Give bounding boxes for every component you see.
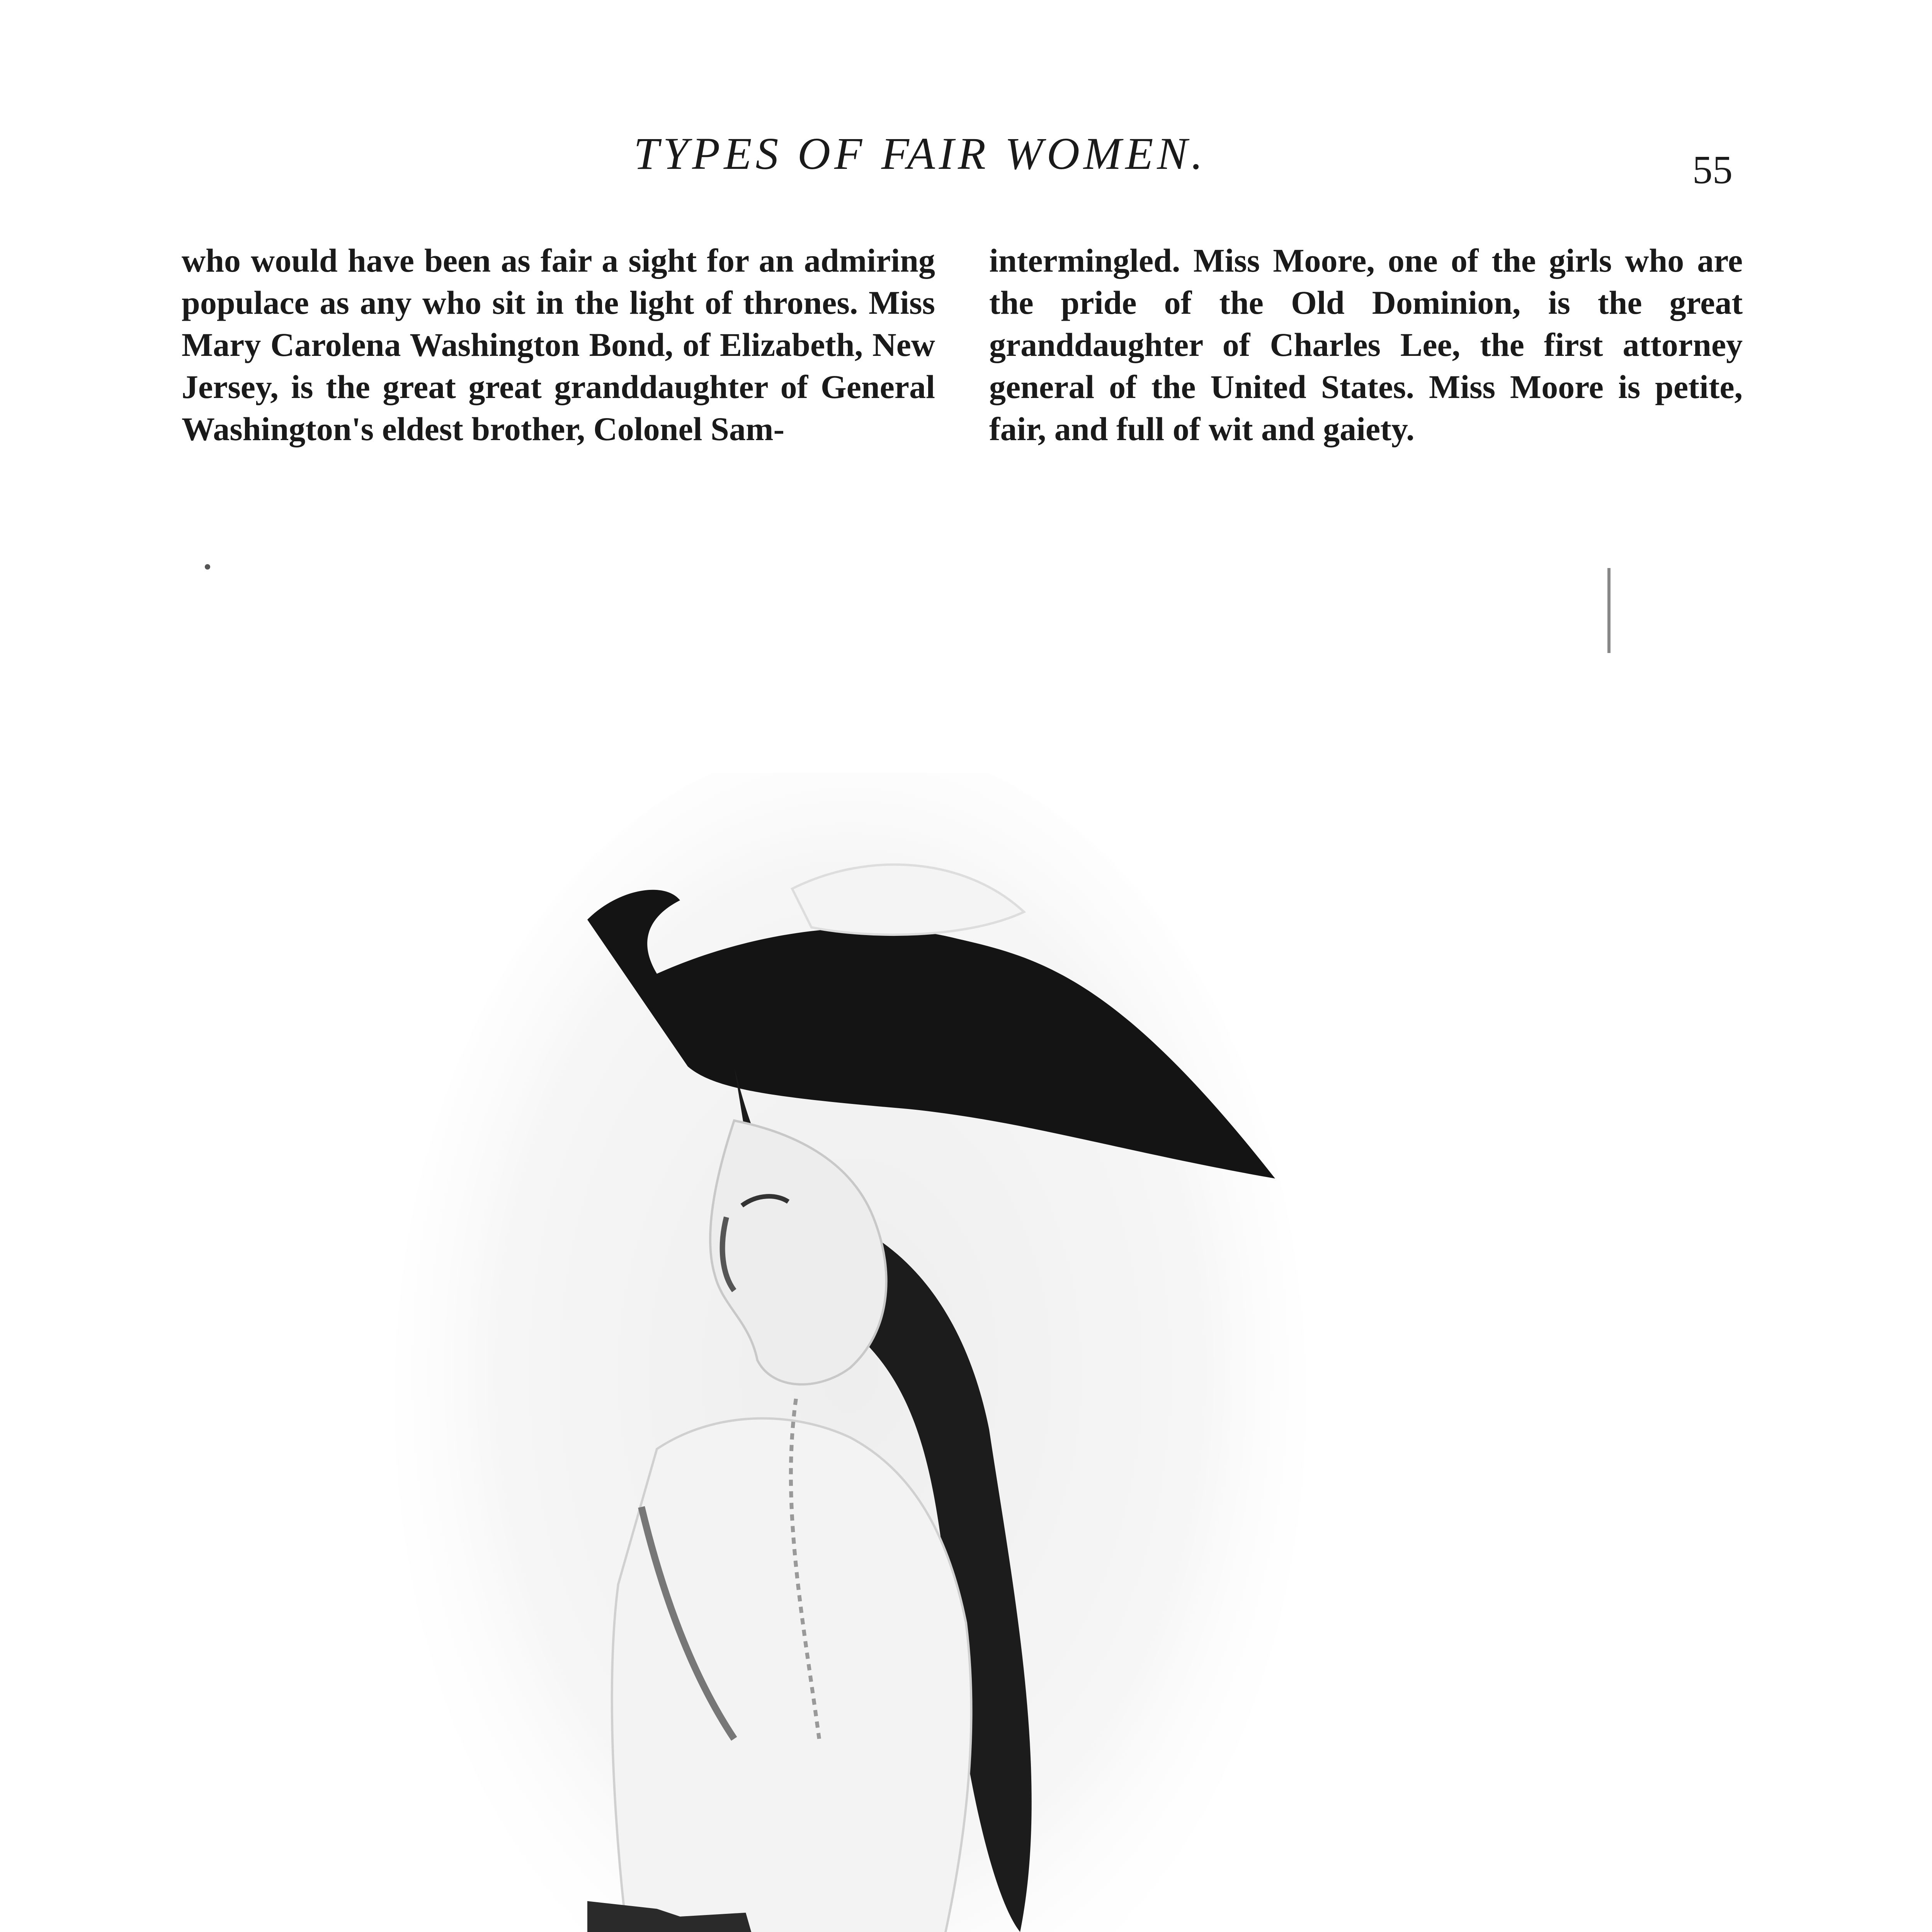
top-right-column <box>989 240 1743 450</box>
paragraph: who would have been as fair a sight for an admiring populace as any who sit in the light of thrones. Miss Mary Carolena Washington Bond, of Elizabeth, New Jersey, is the great great granddaughter of General Washington's eldest brother, Colonel Sam- <box>182 242 935 447</box>
running-title: TYPES OF FAIR WOMEN. <box>634 128 1207 179</box>
top-left-column <box>182 240 935 450</box>
paragraph: intermingled. Miss Moore, one of the girls who are the pride of the Old Dominion, is the great granddaughter of Charles Lee, the first attorney general of the United States. Miss Moore is petite, fair, and full of wit and gaiety. <box>989 242 1743 447</box>
margin-mark <box>1607 568 1611 653</box>
page-speck <box>205 564 210 570</box>
page-number: 55 <box>1692 148 1733 192</box>
portrait-photograph <box>386 773 1314 1932</box>
